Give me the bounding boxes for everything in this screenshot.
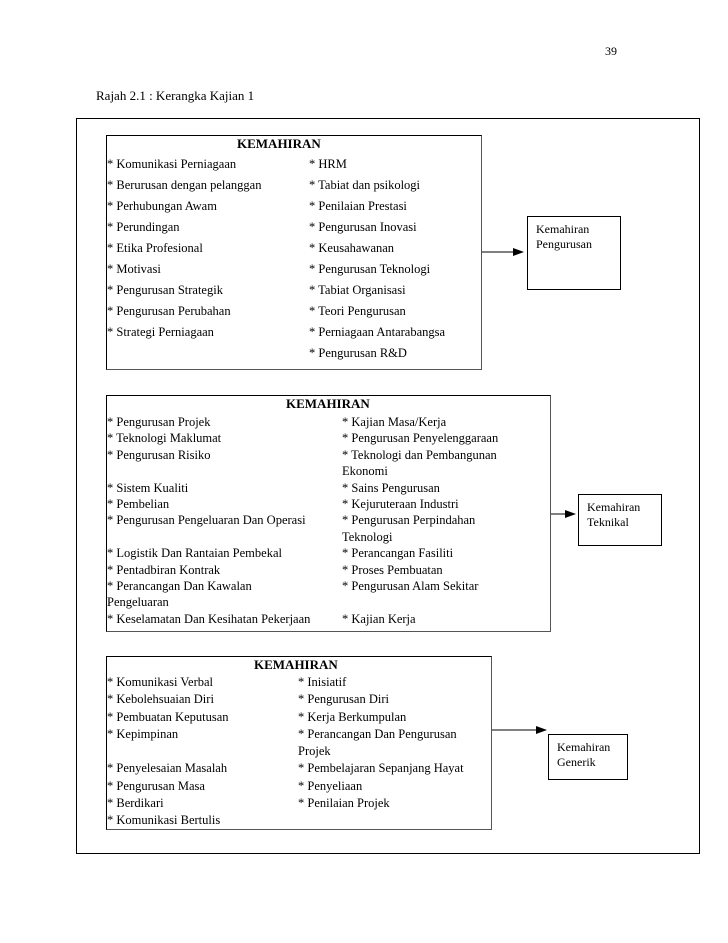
arrow-technical — [551, 510, 576, 518]
target-label-line: Teknikal — [587, 515, 629, 529]
list-item: * Tabiat Organisasi — [309, 283, 406, 297]
list-item: Ekonomi — [342, 464, 388, 479]
list-item: * Penyeliaan — [298, 778, 363, 793]
list-item: * Pengurusan Perpindahan — [342, 513, 476, 528]
list-item: * Kajian Masa/Kerja — [342, 415, 447, 429]
list-item: * Berdikari — [107, 796, 164, 811]
list-item: * Pengurusan Projek — [107, 415, 211, 429]
list-item: * Inisiatif — [298, 675, 347, 689]
list-item: * Perhubungan Awam — [107, 199, 217, 213]
target-label-line: Generik — [557, 755, 596, 769]
list-item: * Pengurusan Diri — [298, 692, 389, 707]
page-number: 39 — [605, 44, 617, 58]
target-label-line: Kemahiran — [557, 740, 611, 754]
arrow-generic — [492, 726, 547, 734]
list-item: * Logistik Dan Rantaian Pembekal — [107, 546, 282, 561]
list-item: Pengeluaran — [107, 595, 169, 610]
list-item: * Pengurusan Pengeluaran Dan Operasi — [107, 513, 306, 528]
list-item: * Sains Pengurusan — [342, 480, 440, 495]
list-item: * Penyelesaian Masalah — [107, 761, 228, 776]
list-item: * Pembelian — [107, 497, 170, 512]
list-item: * Kepimpinan — [107, 726, 179, 741]
target-label-line: Pengurusan — [536, 237, 592, 251]
list-item: * Perundingan — [107, 220, 180, 234]
list-item: * Pengurusan Masa — [107, 778, 205, 793]
list-item: * Komunikasi Bertulis — [107, 813, 221, 828]
target-label-line: Kemahiran — [536, 222, 590, 236]
list-item: * Komunikasi Verbal — [107, 675, 214, 689]
list-item: * Teori Pengurusan — [309, 304, 406, 318]
arrow-management — [482, 248, 524, 256]
list-item: * Proses Pembuatan — [342, 562, 443, 577]
list-item: * Keselamatan Dan Kesihatan Pekerjaan — [107, 611, 311, 626]
list-item: * HRM — [309, 157, 347, 171]
list-item: Teknologi — [342, 529, 393, 544]
list-item: * Teknologi dan Pembangunan — [342, 447, 497, 462]
list-item: * Kejuruteraan Industri — [342, 497, 459, 512]
list-item: * Tabiat dan psikologi — [309, 178, 421, 192]
list-item: * Penilaian Prestasi — [309, 199, 407, 213]
list-item: * Pengurusan Perubahan — [107, 304, 231, 318]
list-item: * Pengurusan Strategik — [107, 283, 223, 297]
list-item: * Teknologi Maklumat — [107, 431, 222, 446]
list-item: * Etika Profesional — [107, 241, 203, 255]
list-item: * Kajian Kerja — [342, 611, 416, 626]
generic-skills-heading: KEMAHIRAN — [254, 657, 338, 672]
list-item: * Berurusan dengan pelanggan — [107, 178, 262, 192]
target-label-line: Kemahiran — [587, 500, 641, 514]
list-item: * Perancangan Dan Kawalan — [107, 579, 252, 594]
list-item: * Perancangan Fasiliti — [342, 546, 454, 561]
list-item: * Pembuatan Keputusan — [107, 709, 229, 724]
list-item: * Kebolehsuaian Diri — [107, 692, 214, 707]
list-item: * Pembelajaran Sepanjang Hayat — [298, 761, 464, 776]
list-item: * Pengurusan Penyelenggaraan — [342, 431, 499, 446]
list-item: * Pentadbiran Kontrak — [107, 562, 221, 577]
list-item: * Perancangan Dan Pengurusan — [298, 726, 457, 741]
list-item: * Pengurusan Risiko — [107, 447, 211, 462]
list-item: * Motivasi — [107, 262, 161, 276]
list-item: * Sistem Kualiti — [107, 480, 189, 495]
list-item: * Keusahawanan — [309, 241, 395, 255]
list-item: * Pengurusan R&D — [309, 346, 407, 360]
list-item: Projek — [298, 744, 331, 759]
list-item: * Strategi Perniagaan — [107, 325, 214, 339]
technical-skills-heading: KEMAHIRAN — [286, 396, 370, 411]
figure-caption: Rajah 2.1 : Kerangka Kajian 1 — [96, 88, 255, 103]
management-skills-heading: KEMAHIRAN — [237, 136, 321, 151]
list-item: * Kerja Berkumpulan — [298, 709, 407, 724]
list-item: * Komunikasi Perniagaan — [107, 157, 237, 171]
list-item: * Perniagaan Antarabangsa — [309, 325, 446, 339]
list-item: * Pengurusan Alam Sekitar — [342, 579, 479, 594]
list-item: * Penilaian Projek — [298, 796, 390, 811]
list-item: * Pengurusan Teknologi — [309, 262, 431, 276]
list-item: * Pengurusan Inovasi — [309, 220, 417, 234]
